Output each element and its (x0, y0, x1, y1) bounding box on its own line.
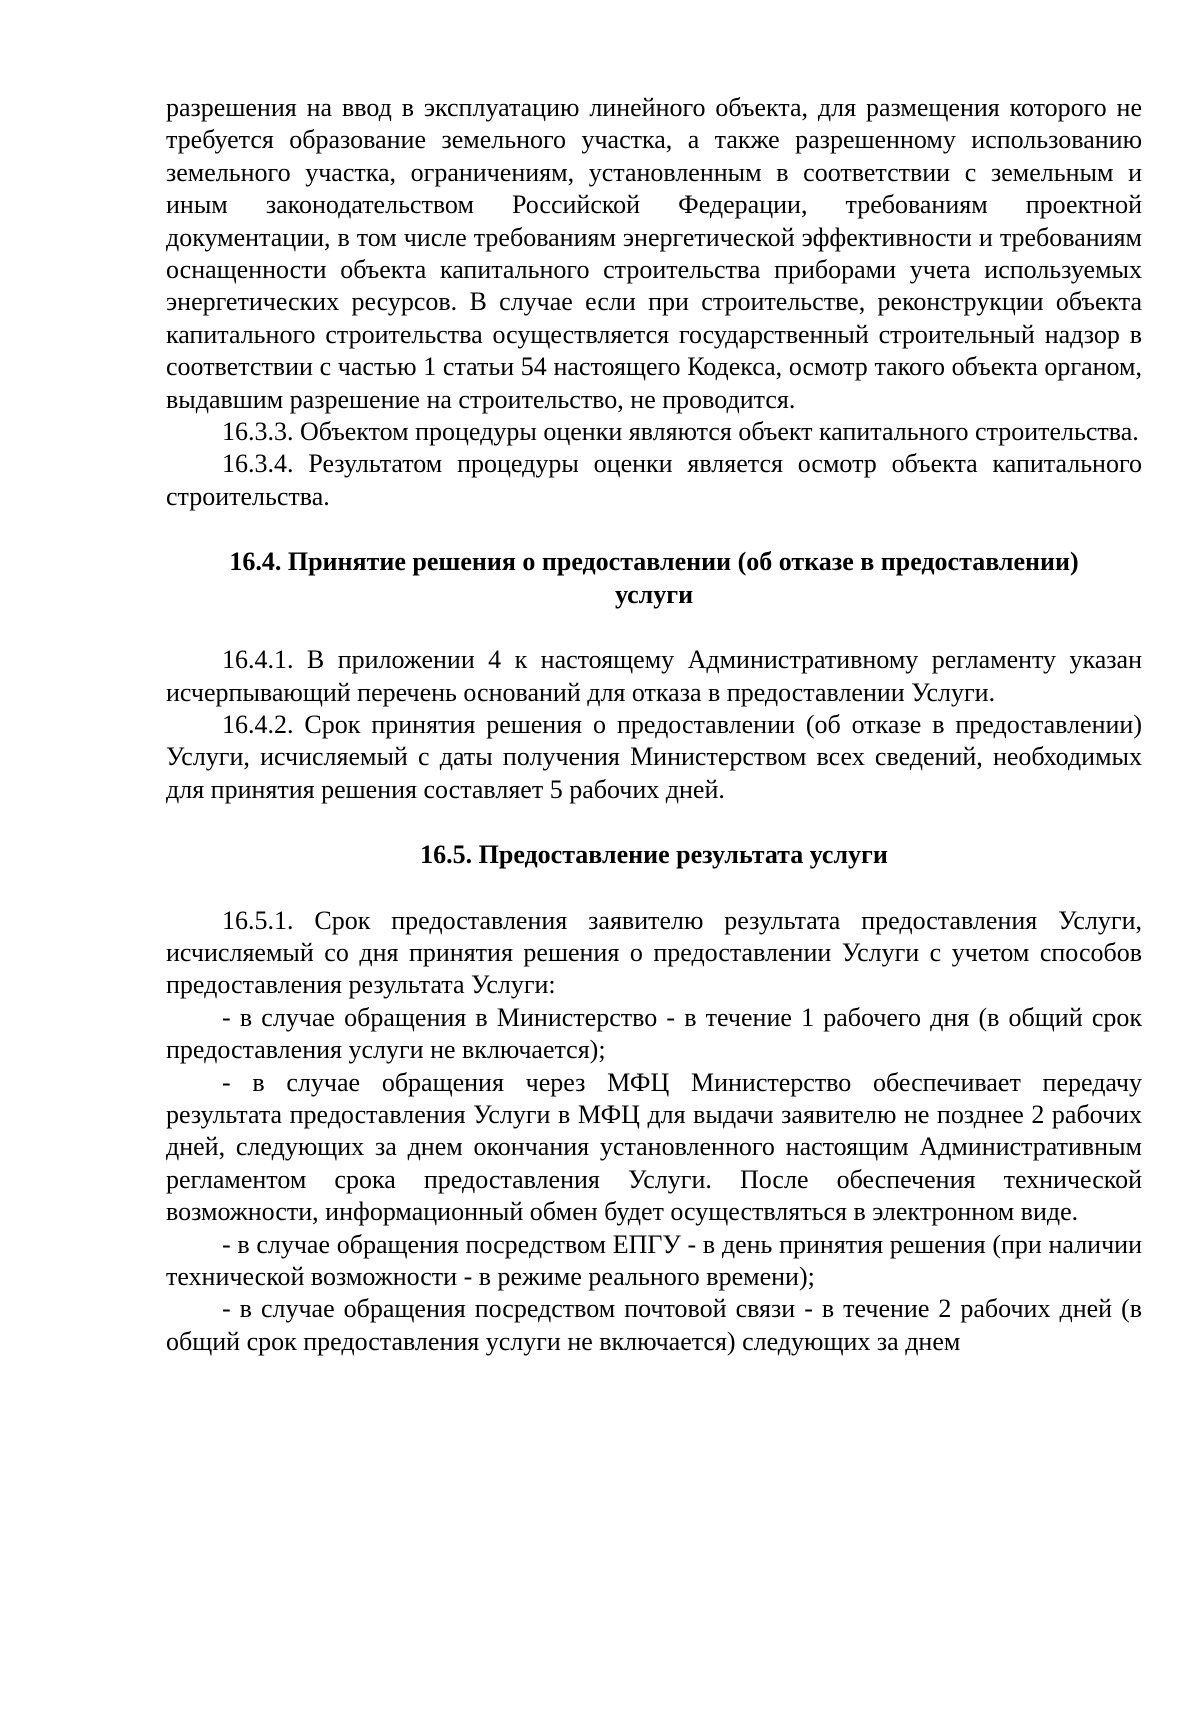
paragraph-16-3-3: 16.3.3. Объектом процедуры оценки являются объект капитального строительства. (222, 417, 1139, 447)
paragraph-16-3-4: 16.3.4. Результатом процедуры оценки является осмотр объекта капитального строительства. (166, 449, 1142, 511)
paragraph-16-5-1: 16.5.1. Срок предоставления заявителю результата предоставления Услуги, исчисляемый со дня принятия решения о предоставлении Услуги с учетом способов предоставления результата Услуги: (166, 905, 1142, 1000)
heading-16-4: 16.4. Принятие решения о предоставлении (об отказе в предоставлении) услуги (229, 547, 1079, 609)
paragraph-continuation: разрешения на ввод в эксплуатацию линейного объекта, для размещения которого не требуется образование земельного участка, а также разрешенному использованию земельного участка, ограничениям, установленным в соответствии с земельным и иным законодательством Российской Федерации, требованиям проектной документации, в том числе требованиям энергетической эффективности и требованиям оснащенности объекта капитального строительства приборами учета используемых энергетических ресурсов. В случае если при строительстве, реконструкции объекта капитального строительства осуществляется государственный строительный надзор в соответствии с частью 1 статьи 54 настоящего Кодекса, осмотр такого объекта органом, выдавшим разрешение на строительство, не проводится. (166, 93, 1142, 414)
heading-16-5: 16.5. Предоставление результата услуги (420, 840, 888, 870)
document-page (166, 92, 1142, 1358)
list-item-mfc: - в случае обращения через МФЦ Министерство обеспечивает передачу результата предоставления Услуги в МФЦ для выдачи заявителю не позднее 2 рабочих дней, следующих за днем окончания установленного настоящим Административным регламентом срока предоставления Услуги. После обеспечения технической возможности, информационный обмен будет осуществляться в электронном виде. (166, 1067, 1142, 1227)
list-item-ministry: - в случае обращения в Министерство - в течение 1 рабочего дня (в общий срок предоставления услуги не включается); (166, 1002, 1142, 1065)
paragraph-16-4-2: 16.4.2. Срок принятия решения о предоставлении (об отказе в предоставлении) Услуги, исчисляемый с даты получения Министерством всех сведений, необходимых для принятия решения составляет 5 рабочих дней. (166, 709, 1142, 804)
list-item-epgu: - в случае обращения посредством ЕПГУ - в день принятия решения (при наличии технической возможности - в режиме реального времени); (166, 1229, 1142, 1291)
paragraph-16-4-1: 16.4.1. В приложении 4 к настоящему Административному регламенту указан исчерпывающий перечень оснований для отказа в предоставлении Услуги. (166, 645, 1142, 707)
list-item-post: - в случае обращения посредством почтовой связи - в течение 2 рабочих дней (в общий срок предоставления услуги не включается) следующих за днем (166, 1294, 1142, 1356)
